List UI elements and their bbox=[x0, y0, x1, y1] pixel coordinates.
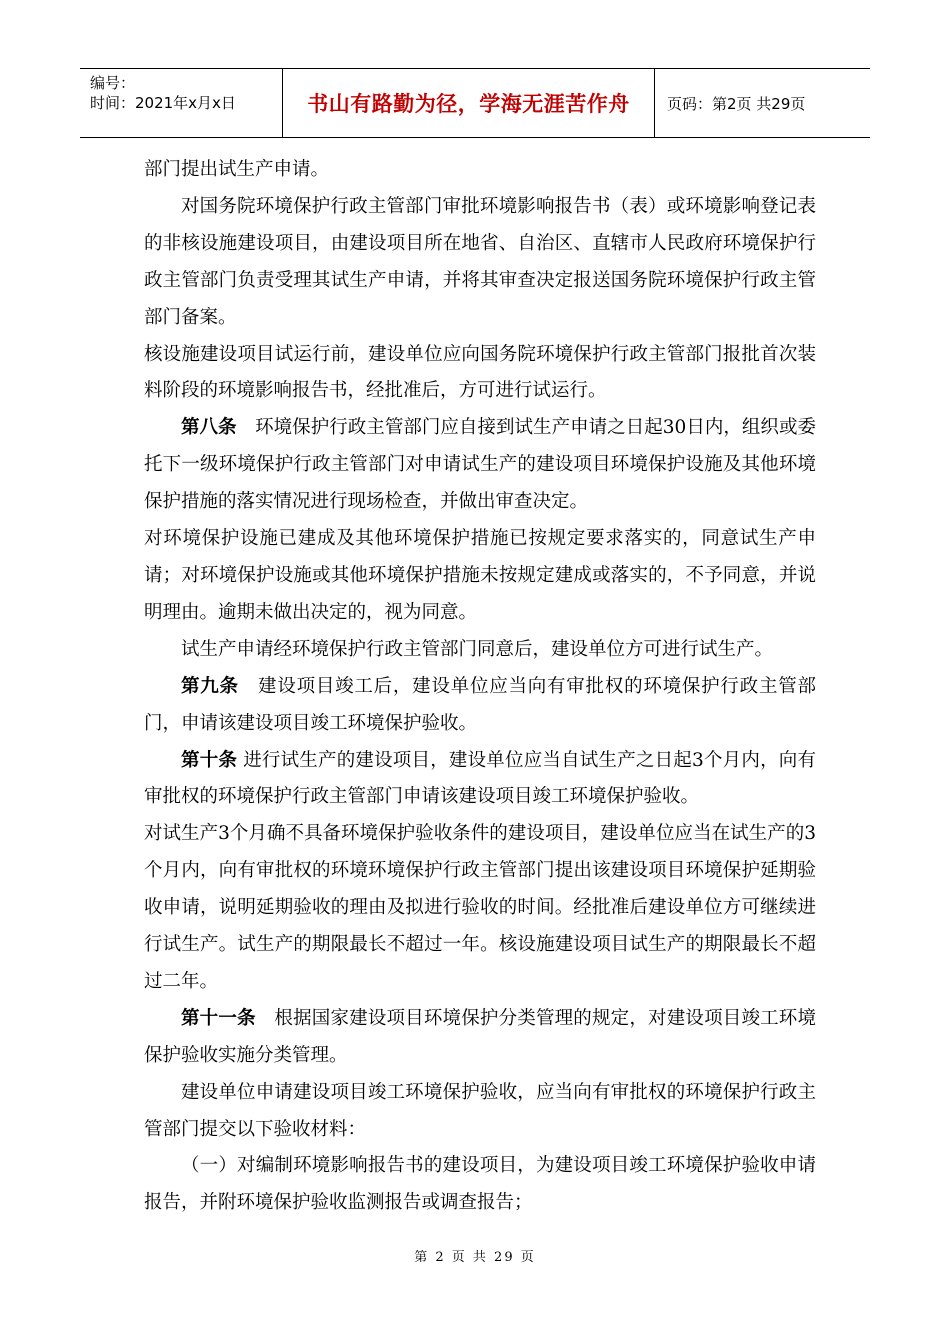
paragraph-text: 根据国家建设项目环境保护分类管理的规定，对建设项目竣工环境保护验收实施分类管理。 bbox=[144, 1007, 816, 1066]
paragraph-text: 核设施建设项目试运行前，建设单位应向国务院环境保护行政主管部门报批首次装料阶段的环境影响报告书，经批准后，方可进行试运行。 bbox=[144, 343, 816, 402]
paragraph-text: 环境保护行政主管部门应自接到试生产申请之日起30日内，组织或委托下一级环境保护行政主管部门对申请试生产的建设项目环境保护设施及其他环境保护措施的落实情况进行现场检查，并做出审查决定。 bbox=[144, 417, 816, 513]
paragraph bbox=[144, 1001, 816, 1075]
header-motto: 书山有路勤为径，学海无涯苦作舟 bbox=[283, 69, 655, 137]
page-header bbox=[80, 68, 870, 138]
paragraph-text: 对环境保护设施已建成及其他环境保护措施已按规定要求落实的，同意试生产申请；对环境保护设施或其他环境保护措施未按规定建成或落实的，不予同意，并说明理由。逾期未做出决定的，视为同意。 bbox=[144, 528, 816, 623]
paragraph bbox=[144, 1075, 816, 1149]
paragraph bbox=[144, 743, 816, 817]
number-label: 编号： bbox=[90, 74, 136, 92]
paragraph-text: 对国务院环境保护行政主管部门审批环境影响报告书（表）或环境影响登记表的非核设施建设项目，由建设项目所在地省、自治区、直辖市人民政府环境保护行政主管部门负责受理其试生产申请，并将其审查决定报送国务院环境保护行政主管部门备案。 bbox=[144, 195, 816, 328]
paragraph bbox=[144, 521, 816, 632]
paragraph-text: 建设单位申请建设项目竣工环境保护验收，应当向有审批权的环境保护行政主管部门提交以下验收材料： bbox=[144, 1081, 816, 1140]
paragraph-text: （一）对编制环境影响报告书的建设项目，为建设项目竣工环境保护验收申请报告，并附环境保护验收监测报告或调查报告； bbox=[144, 1155, 816, 1214]
article-heading: 第十一条 bbox=[181, 1007, 256, 1029]
article-heading: 第九条 bbox=[181, 675, 239, 697]
paragraph bbox=[144, 410, 816, 521]
paragraph-text: 建设项目竣工后，建设单位应当向有审批权的环境保护行政主管部门，申请该建设项目竣工环境保护验收。 bbox=[144, 675, 816, 734]
document-body bbox=[144, 152, 816, 1222]
time-label: 时间：2021年x月x日 bbox=[90, 94, 236, 112]
header-left-cell bbox=[80, 69, 283, 137]
article-heading: 第十条 bbox=[181, 749, 238, 771]
paragraph bbox=[144, 632, 816, 669]
paragraph-text: 试生产申请经环境保护行政主管部门同意后，建设单位方可进行试生产。 bbox=[181, 638, 774, 660]
paragraph bbox=[144, 669, 816, 743]
page-footer: 第 2 页 共 29 页 bbox=[414, 1250, 536, 1265]
paragraph bbox=[144, 1148, 816, 1222]
paragraph-text: 部门提出试生产申请。 bbox=[144, 159, 330, 180]
paragraph bbox=[144, 152, 816, 189]
header-page-info: 页码：第2页 共29页 bbox=[667, 94, 806, 113]
paragraph-text: 进行试生产的建设项目，建设单位应当自试生产之日起3个月内，向有审批权的环境保护行政主管部门申请该建设项目竣工环境保护验收。 bbox=[144, 749, 816, 808]
paragraph bbox=[144, 816, 816, 1001]
paragraph bbox=[144, 189, 816, 337]
article-heading: 第八条 bbox=[181, 417, 237, 439]
paragraph-text: 对试生产3个月确不具备环境保护验收条件的建设项目，建设单位应当在试生产的3个月内，向有审批权的环境环境保护行政主管部门提出该建设项目环境保护延期验收申请，说明延期验收的理由及拟进行验收的时间。经批准后建设单位方可继续进行试生产。试生产的期限最长不超过一年。核设施建设项目试生产的期限最长不超过二年。 bbox=[144, 823, 816, 992]
paragraph bbox=[144, 337, 816, 411]
